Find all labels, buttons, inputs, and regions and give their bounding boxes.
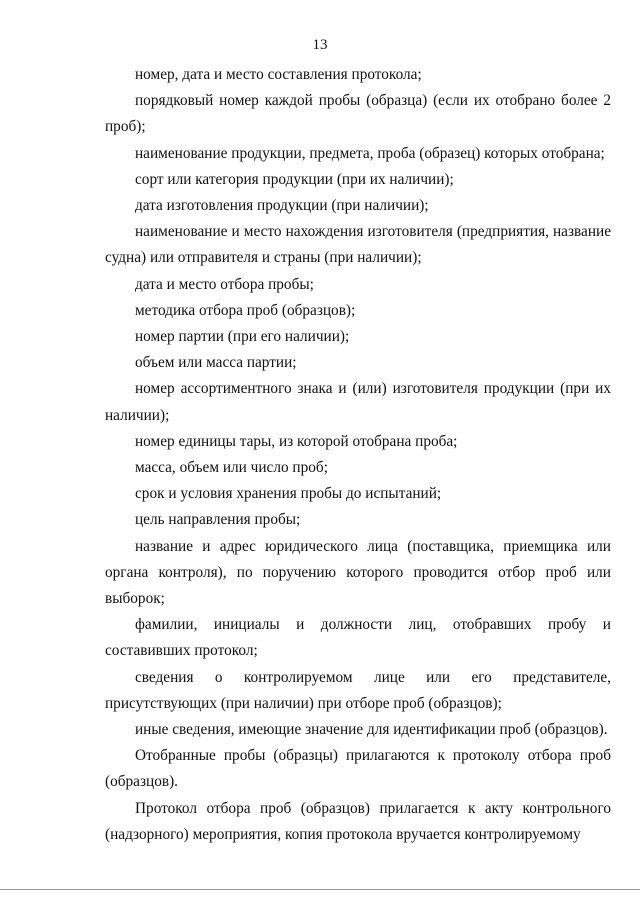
paragraph: название и адрес юридического лица (поставщика, приемщика или органа контроля), по поручению которого проводится отбор проб или выборок;	[105, 537, 611, 608]
paragraph: дата и место отбора пробы;	[135, 275, 314, 293]
paragraph: методика отбора проб (образцов);	[135, 301, 356, 319]
paragraph: номер, дата и место составления протокола;	[135, 66, 422, 83]
paragraph: срок и условия хранения пробы до испытаний;	[135, 485, 442, 503]
paragraph: порядковый номер каждой пробы (образца) (если их отобрано более 2 проб);	[105, 92, 611, 136]
paragraph: наименование продукции, предмета, проба (образец) которых отобрана;	[135, 144, 605, 162]
paragraph: наименование и место нахождения изготовителя (предприятия, название судна) или отправителя и страны (при наличии);	[105, 223, 611, 267]
paragraph: Отобранные пробы (образцы) прилагаются к протоколу отбора проб (образцов).	[105, 747, 611, 791]
paragraph: цель направления пробы;	[135, 511, 301, 529]
paragraph: дата изготовления продукции (при наличии);	[135, 197, 429, 215]
paragraph: иные сведения, имеющие значение для идентификации проб (образцов).	[135, 721, 608, 739]
page-bottom-edge	[0, 889, 640, 890]
paragraph: фамилии, инициалы и должности лиц, отобравших пробу и составивших протокол;	[105, 616, 611, 660]
paragraph: номер единицы тары, из которой отобрана проба;	[135, 432, 458, 450]
paragraph: объем или масса партии;	[135, 354, 297, 372]
paragraph: сорт или категория продукции (при их наличии);	[135, 170, 454, 188]
paragraph: масса, объем или число проб;	[135, 459, 328, 477]
paragraph: номер ассортиментного знака и (или) изготовителя продукции (при их наличии);	[105, 380, 611, 424]
paragraph: номер партии (при его наличии);	[135, 328, 350, 346]
paragraph: сведения о контролируемом лице или его представителе, присутствующих (при наличии) при отборе проб (образцов);	[105, 668, 611, 712]
document-body	[105, 62, 611, 848]
page-number: 13	[312, 37, 328, 53]
paragraph: Протокол отбора проб (образцов) прилагается к акту контрольного (надзорного) мероприятия, копия протокола вручается контролируемому	[105, 799, 611, 843]
